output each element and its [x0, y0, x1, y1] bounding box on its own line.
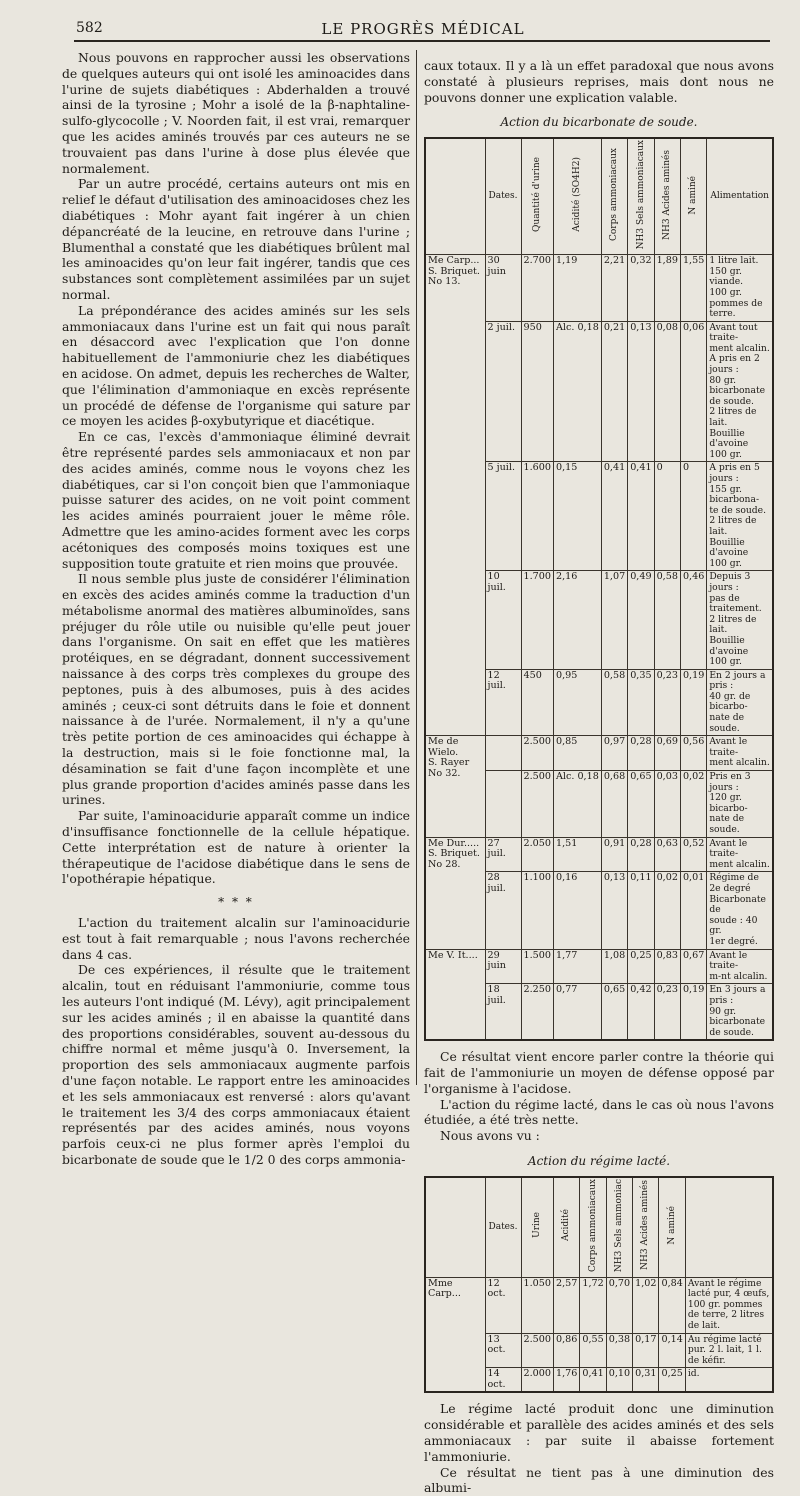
date-cell: 12 juil. — [485, 669, 521, 736]
value-cell: 0,02 — [654, 872, 680, 949]
value-cell: 1.600 — [521, 462, 553, 571]
cell-line: En 3 jours a pris : — [709, 984, 766, 1006]
date-cell — [485, 771, 521, 838]
value-cell: 0,97 — [601, 736, 627, 771]
cell-line: soude : 40 gr. — [709, 914, 758, 937]
value-cell: 1,76 — [553, 1368, 579, 1393]
cell-line: te de soude. — [709, 504, 767, 516]
column-header-label: N aminé — [666, 1206, 677, 1245]
column-header — [553, 1177, 579, 1277]
table-row — [425, 736, 773, 771]
cell-line: terre. — [709, 308, 736, 320]
header-rule — [74, 40, 770, 42]
value-cell: Alc. 0,18 — [553, 771, 601, 838]
diet-cell — [707, 872, 773, 949]
value-cell: 1.100 — [521, 872, 553, 949]
value-cell: 0,31 — [633, 1368, 659, 1393]
cell-line: 1er degré. — [709, 935, 758, 947]
column-divider — [416, 50, 417, 1085]
value-cell: 0,49 — [628, 571, 654, 669]
journal-title: LE PROGRÈS MÉDICAL — [321, 20, 525, 38]
value-cell: 0,68 — [601, 771, 627, 838]
column-header — [601, 138, 627, 254]
value-cell: 2.250 — [521, 984, 553, 1040]
cell-line: de kéfir. — [687, 1354, 726, 1366]
patient-name — [425, 949, 485, 1040]
cell-line: Avant le traite- — [709, 949, 748, 972]
value-cell: 0,41 — [601, 462, 627, 571]
value-cell: 0,19 — [680, 984, 706, 1040]
date-cell: 10 juil. — [485, 571, 521, 669]
value-cell: 2.500 — [521, 771, 553, 838]
diet-cell — [707, 984, 773, 1040]
value-cell: 0,77 — [553, 984, 601, 1040]
column-header-label: Urine — [531, 1212, 542, 1239]
cell-line: 90 gr. bicarbonate — [709, 1005, 766, 1028]
value-cell: 0,23 — [654, 669, 680, 736]
cell-line: No 28. — [428, 858, 461, 870]
cell-line: Avant le traite- — [709, 736, 748, 758]
value-cell: 0,15 — [553, 462, 601, 571]
cell-line: m-nt alcalin. — [709, 970, 768, 982]
value-cell: 0,14 — [659, 1333, 685, 1368]
column-header — [633, 1177, 659, 1277]
column-header-label: NH3 Acides aminés — [661, 149, 672, 240]
cell-line: Bouillie d'avoine — [709, 634, 749, 657]
cell-line: No 13. — [428, 276, 461, 288]
cell-line: No 32. — [428, 768, 461, 780]
column-header-label: Corps ammoniacaux — [587, 1178, 598, 1272]
right-column — [424, 58, 774, 1496]
cell-line: id. — [687, 1368, 700, 1380]
paragraph: Par suite, l'aminoacidurie apparaît comme un indice d'insuffisance fonctionnelle de la cellule hépatique. Cette interprétation est de nature à orienter la thérapeutique de l'acidose diabétique dans le sens de l'opothérapie hépatique. — [62, 808, 410, 887]
cell-line: Bouillie d'avoine — [709, 536, 749, 559]
cell-line: Me V. It.... — [428, 949, 478, 961]
value-cell: 0,41 — [580, 1368, 606, 1393]
value-cell: 0,11 — [628, 872, 654, 949]
date-cell: 13 oct. — [485, 1333, 521, 1368]
value-cell: 0,56 — [680, 736, 706, 771]
paragraph: Ce résultat ne tient pas à une diminution des albumi- — [424, 1464, 774, 1496]
value-cell: 1,77 — [553, 949, 601, 984]
column-header-label: NH3 Sels ammoniacaux — [635, 140, 646, 250]
value-cell: 2,16 — [553, 571, 601, 669]
column-header — [425, 138, 485, 254]
column-header: Dates. — [485, 1177, 521, 1277]
diet-cell — [707, 321, 773, 462]
bicarbonate-table — [424, 137, 774, 1041]
column-header-label: N aminé — [688, 175, 699, 215]
paragraph: Nous avons vu : — [440, 1128, 540, 1144]
value-cell: 0,55 — [580, 1333, 606, 1368]
cell-line: Au régime lacté — [687, 1333, 762, 1345]
value-cell: 0,42 — [628, 984, 654, 1040]
column-header — [685, 1177, 773, 1277]
value-cell: 450 — [521, 669, 553, 736]
date-cell: 2 juil. — [485, 321, 521, 462]
value-cell: 0,01 — [680, 872, 706, 949]
value-cell: 2.500 — [521, 1333, 553, 1368]
cell-line: S. Briquet. — [428, 848, 480, 860]
value-cell: 1,72 — [580, 1277, 606, 1333]
cell-line: S. Briquet. — [428, 265, 480, 277]
cell-line: de lait. — [687, 1319, 721, 1331]
paragraph: Nous pouvons en rapprocher aussi les observations de quelques auteurs qui ont isolé les aminoacides dans l'urine de sujets diabétiques : Abderhalden a trouvé ainsi de la tyrosine ; Mohr a isolé de la β-naphtaline-sulfo-glycocolle ; V. Noorden fait, il est vrai, remarquer que les acides aminés trouvés par ces auteurs ne se trouvaient pas dans l'urine à dose plus élevée que normalement. — [62, 50, 410, 176]
column-header — [580, 1177, 606, 1277]
value-cell: 0,06 — [680, 321, 706, 462]
value-cell: 1.500 — [521, 949, 553, 984]
diet-cell — [685, 1277, 773, 1333]
value-cell: 0,08 — [654, 321, 680, 462]
cell-line: Me Dur..... — [428, 837, 480, 849]
value-cell: 0 — [654, 462, 680, 571]
cell-line: Avant le régime — [687, 1277, 762, 1289]
date-cell: 14 oct. — [485, 1368, 521, 1393]
column-header — [680, 138, 706, 254]
diet-cell — [707, 669, 773, 736]
cell-line: de terre, 2 litres — [687, 1309, 765, 1321]
cell-line: En 2 jours a pris : — [709, 669, 766, 692]
value-cell: 0,02 — [680, 771, 706, 838]
value-cell: 0,21 — [601, 321, 627, 462]
column-header-label: Quantité d'urine — [531, 157, 542, 233]
column-header: Alimentation — [707, 138, 773, 254]
column-header — [521, 1177, 553, 1277]
value-cell: 0,63 — [654, 837, 680, 872]
cell-line: 100 gr. pommes de — [709, 286, 763, 309]
cell-line: Avant tout traite- — [709, 321, 758, 344]
value-cell: Alc. 0,18 — [553, 321, 601, 462]
value-cell: 0,10 — [606, 1368, 632, 1393]
value-cell: 1,19 — [553, 255, 601, 322]
cell-line: nate de soude. — [709, 813, 745, 835]
paragraph: Il nous semble plus juste de considérer l'élimination en excès des acides aminés comme la traduction d'un métabolisme anormal des matières albuminoïdes, sans préjuger du rôle utile ou nuisible qu'elle peut jouer dans l'organisme. On sait en effet que les matières protéiques, en se dégradant, donnent successivement naissance à des corps très complexes du groupe des peptones, puis à des albumoses, puis à des acides aminés ; ceux-ci sont détruits dans le foie et donnent naissance à de l'urée. Normalement, il n'y a qu'une très petite portion de ces aminoacides qui échappe à la destruction, mais si le foie fonctionne mal, la désamination se fait d'une façon incomplète et une plus grande proportion d'acides aminés passe dans les urines. — [62, 571, 410, 808]
value-cell: 0,58 — [654, 571, 680, 669]
value-cell: 0,19 — [680, 669, 706, 736]
value-cell: 1,07 — [601, 571, 627, 669]
paragraph: Ce résultat vient encore parler contre la théorie qui fait de l'ammoniurie un moyen de défense opposé par l'organisme à l'acidose. — [424, 1049, 774, 1096]
value-cell: 0,13 — [601, 872, 627, 949]
value-cell: 0,46 — [680, 571, 706, 669]
cell-line: Régime de 2e degré — [709, 872, 759, 894]
value-cell: 0,70 — [606, 1277, 632, 1333]
left-column — [62, 50, 410, 1168]
value-cell: 0,86 — [553, 1333, 579, 1368]
cell-line: A pris en 2 jours : — [709, 353, 760, 376]
value-cell: 0,83 — [654, 949, 680, 984]
column-header-label: NH3 Acides aminés — [640, 1180, 651, 1271]
diet-cell — [685, 1333, 773, 1368]
cell-line: Bicarbonate de — [709, 893, 766, 916]
cell-line: Depuis 3 jours : — [709, 571, 751, 593]
value-cell: 0,84 — [659, 1277, 685, 1333]
column-header — [553, 138, 601, 254]
milk-diet-table — [424, 1176, 774, 1394]
value-cell: 2.000 — [521, 1368, 553, 1393]
value-cell: 0,28 — [628, 736, 654, 771]
value-cell: 0,69 — [654, 736, 680, 771]
value-cell: 0,25 — [628, 949, 654, 984]
table-caption: Action du régime lacté. — [527, 1154, 671, 1169]
patient-name — [425, 255, 485, 736]
cell-line: ment alcalin. — [709, 858, 770, 870]
section-separator: * * * — [218, 895, 254, 910]
table-row — [425, 837, 773, 872]
cell-line: Bouillie d'avoine — [709, 427, 749, 450]
value-cell: 2.700 — [521, 255, 553, 322]
value-cell: 0,41 — [628, 462, 654, 571]
value-cell: 0,58 — [601, 669, 627, 736]
diet-cell — [707, 949, 773, 984]
value-cell: 0,52 — [680, 837, 706, 872]
column-header — [659, 1177, 685, 1277]
column-header — [606, 1177, 632, 1277]
diet-cell — [707, 255, 773, 322]
cell-line: 1 litre lait. — [709, 255, 759, 267]
column-header-label: Corps ammoniacaux — [609, 148, 620, 242]
cell-line: 2 litres de lait. — [709, 406, 757, 429]
paragraph: Par un autre procédé, certains auteurs ont mis en relief le défaut d'utilisation des aminoacidoses chez les diabétiques : Mohr ayant fait ingérer à un chien dépancréaté de la leucine, en retrouve dans l'urine ; Blumenthal a constaté que les diabétiques brûlent mal les aminoacides qu'on leur fait ingérer, tandis que ces substances sont complètement assimilées par un sujet normal. — [62, 176, 410, 302]
diet-cell — [685, 1368, 773, 1393]
column-header-label: Acidité — [561, 1209, 572, 1242]
value-cell: 0,67 — [680, 949, 706, 984]
diet-cell — [707, 837, 773, 872]
cell-line: 100 gr. — [709, 656, 742, 668]
column-header — [425, 1177, 485, 1277]
column-header: Dates. — [485, 138, 521, 254]
cell-line: 100 gr. — [709, 557, 742, 569]
table-caption: Action du bicarbonate de soude. — [500, 115, 698, 130]
value-cell: 0,85 — [553, 736, 601, 771]
date-cell: 18 juil. — [485, 984, 521, 1040]
paragraph: caux totaux. Il y a là un effet paradoxal que nous avons constaté à plusieurs reprises, mais dont nous ne pouvons donner une explication valable. — [424, 58, 774, 105]
date-cell: 30 juin — [485, 255, 521, 322]
value-cell: 1,55 — [680, 255, 706, 322]
cell-line: Me Carp... — [428, 255, 480, 267]
paragraph: Le régime lacté produit donc une diminution considérable et parallèle des acides aminés et des sels ammoniacaux : par suite il abaisse fortement l'ammoniurie. — [424, 1401, 774, 1464]
date-cell: 12 oct. — [485, 1277, 521, 1333]
patient-name — [425, 837, 485, 949]
cell-line: Avant le traite- — [709, 837, 748, 860]
value-cell: 0,95 — [553, 669, 601, 736]
value-cell: 0,23 — [654, 984, 680, 1040]
date-cell: 28 juil. — [485, 872, 521, 949]
diet-cell — [707, 771, 773, 838]
value-cell: 0,38 — [606, 1333, 632, 1368]
value-cell: 2.500 — [521, 736, 553, 771]
cell-line: pur. 2 l. lait, 1 l. — [687, 1344, 762, 1356]
cell-line: 120 gr. bicarbo- — [709, 792, 748, 814]
value-cell: 0,91 — [601, 837, 627, 872]
cell-line: de soude. — [709, 395, 754, 407]
diet-cell — [707, 571, 773, 669]
cell-line: 155 gr. bicarbona- — [709, 483, 760, 506]
value-cell: 1,02 — [633, 1277, 659, 1333]
value-cell: 0,65 — [628, 771, 654, 838]
value-cell: 2.050 — [521, 837, 553, 872]
value-cell: 1,08 — [601, 949, 627, 984]
cell-line: 40 gr. de bicarbo- — [709, 690, 751, 713]
column-header — [628, 138, 654, 254]
cell-line: 2 litres de lait. — [709, 613, 757, 636]
cell-line: Pris en 3 jours : — [709, 771, 751, 793]
value-cell: 0,17 — [633, 1333, 659, 1368]
cell-line: Me de Wielo. — [428, 736, 459, 758]
value-cell: 0,32 — [628, 255, 654, 322]
paragraph: L'action du régime lacté, dans le cas où nous l'avons étudiée, a été très nette. — [424, 1096, 774, 1128]
value-cell: 1.050 — [521, 1277, 553, 1333]
value-cell: 1,51 — [553, 837, 601, 872]
value-cell: 0,35 — [628, 669, 654, 736]
cell-line: de soude. — [709, 1026, 754, 1038]
cell-line: 80 gr. bicarbonate — [709, 374, 766, 397]
column-header-label: NH3 Sels ammoniac — [614, 1178, 625, 1272]
cell-line: 100 gr. — [709, 448, 742, 460]
paragraph: De ces expériences, il résulte que le traitement alcalin, tout en réduisant l'ammoniurie, comme tous les auteurs l'ont indiqué (M. Lévy), agit principalement sur les acides aminés ; il en abaisse la quantité dans des proportions considérables, souvent au-dessous du chiffre normal et même jusqu'à 0. Inversement, la proportion des sels ammoniacaux augmente parfois d'une façon notable. Le rapport entre les aminoacides et les sels ammoniacaux est renversé : alors qu'avant le traitement les 3/4 des corps ammoniacaux étaient représentés par des acides aminés, nous voyons parfois ceux-ci ne plus former après l'emploi du bicarbonate de soude que le 1/2 0 des corps ammonia- — [62, 962, 410, 1167]
paragraph: En ce cas, l'excès d'ammoniaque éliminé devrait être représenté pardes sels ammoniacaux et non par des acides aminés, comme nous le voyons chez les diabétiques, car si l'on conçoit bien que l'ammoniaque puisse saturer des acides, on ne voit point comment les acides aminés pourraient jouer le même rôle. Admettre que les amino-acides forment avec les corps acétoniques des composés moins toxiques est une supposition toute gratuite et rien moins que prouvée. — [62, 429, 410, 571]
patient-name — [425, 736, 485, 837]
value-cell: 0 — [680, 462, 706, 571]
value-cell: 1,89 — [654, 255, 680, 322]
diet-cell — [707, 462, 773, 571]
cell-line: S. Rayer — [428, 757, 470, 769]
value-cell: 0,25 — [659, 1368, 685, 1393]
date-cell: 27 juil. — [485, 837, 521, 872]
value-cell: 1.700 — [521, 571, 553, 669]
value-cell: 950 — [521, 321, 553, 462]
value-cell: 0,13 — [628, 321, 654, 462]
value-cell: 2,57 — [553, 1277, 579, 1333]
diet-cell — [707, 736, 773, 771]
value-cell: 0,65 — [601, 984, 627, 1040]
value-cell: 0,03 — [654, 771, 680, 838]
page-header — [76, 20, 770, 40]
cell-line: 2 litres de lait. — [709, 515, 757, 537]
cell-line: ment alcalin. — [709, 757, 770, 769]
date-cell: 29 juin — [485, 949, 521, 984]
patient-name: Mme Carp... — [425, 1277, 485, 1392]
column-header — [654, 138, 680, 254]
cell-line: 150 gr. viande. — [709, 265, 744, 288]
paragraph: La prépondérance des acides aminés sur les sels ammoniacaux dans l'urine est un fait qui nous paraît en désaccord avec l'explication que l'on donne habituellement de l'ammoniurie chez les diabétiques en acidose. On admet, depuis les recherches de Walter, que l'élimination d'ammoniaque en excès représente un procédé de défense de l'organisme qui sature par ce moyen les acides β-oxybutyrique et diacétique. — [62, 302, 410, 429]
cell-line: A pris en 5 jours : — [709, 462, 760, 484]
cell-line: pas de traitement. — [709, 592, 762, 615]
cell-line: ment alcalin. — [709, 342, 770, 354]
column-header-label: Acidité (SO4H2) — [572, 157, 583, 233]
paragraph: L'action du traitement alcalin sur l'aminoacidurie est tout à fait remarquable ; nous l'avons recherchée dans 4 cas. — [62, 915, 410, 962]
table-row — [425, 949, 773, 984]
cell-line: nate de soude. — [709, 712, 745, 734]
cell-line: lacté pur, 4 œufs, — [687, 1288, 770, 1300]
cell-line: 100 gr. pommes — [687, 1298, 763, 1310]
table-row — [425, 1277, 773, 1333]
value-cell: 0,28 — [628, 837, 654, 872]
page-number: 582 — [76, 20, 103, 36]
value-cell: 0,16 — [553, 872, 601, 949]
date-cell: 5 juil. — [485, 462, 521, 571]
value-cell: 2,21 — [601, 255, 627, 322]
table-row — [425, 255, 773, 322]
column-header — [521, 138, 553, 254]
date-cell — [485, 736, 521, 771]
